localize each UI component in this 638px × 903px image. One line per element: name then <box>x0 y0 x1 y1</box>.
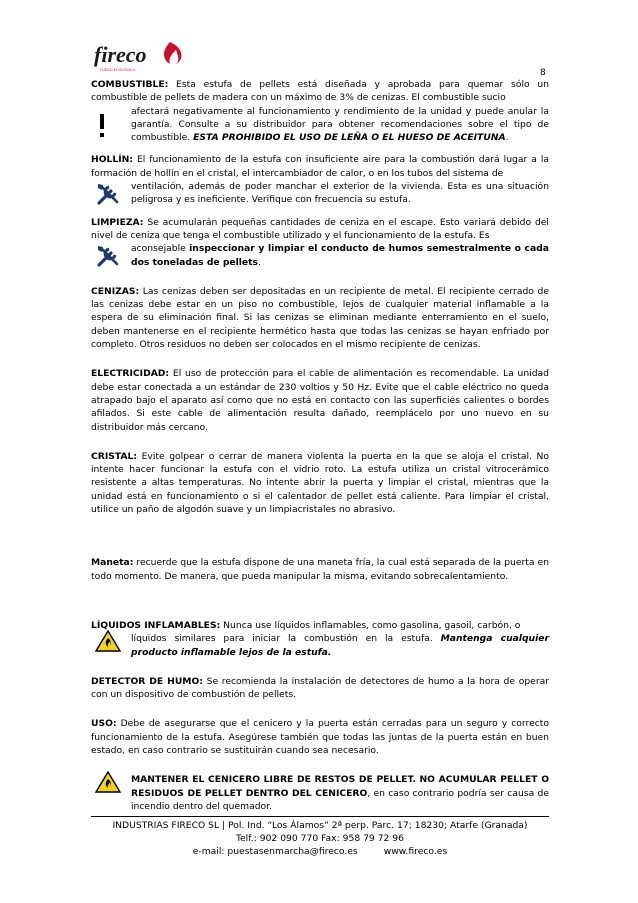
page-number: 8 <box>540 68 546 78</box>
footer-phone: Telf.: 902 090 770 Fax: 958 79 72 96 <box>235 833 405 844</box>
section-label: ELECTRICIDAD: <box>91 368 170 380</box>
warning-triangle-icon <box>95 771 121 797</box>
footer-address: INDUSTRIAS FIRECO SL | Pol. Ind. “Los Álamos” 2ª perp. Parc. 17; 18230; Atarfe (Granada) <box>112 820 528 831</box>
section-label: HOLLÍN: <box>91 154 133 166</box>
section-maneta: Maneta: recuerde que la estufa dispone de una maneta fría, la cual está separada de la puerta en todo momento. De manera, que pueda manipular la misma, evitando sobrecalentamiento. <box>91 557 549 582</box>
logo-subtitle: FUEGO ECOLÓGICO <box>100 68 136 72</box>
section-label: DETECTOR DE HUMO: <box>91 675 203 687</box>
footer-website[interactable]: www.fireco.es <box>383 846 448 857</box>
section-label: COMBUSTIBLE: <box>91 79 169 90</box>
section-uso: USO: Debe de asegurarse que el cenicero y la puerta están cerradas para un seguro y correcto funcionamiento de la estufa. Asegúrese también que todas las juntas de la puerta están en buen estado, en caso contrario se sustituirán cuando sea necesario. <box>91 718 549 756</box>
prohibition-notice: ESTA PROHIBIDO EL USO DE LEÑA O EL HUESO DE ACEITUNA <box>193 132 506 144</box>
footer-email[interactable]: e-mail: puestasenmarcha@fireco.es <box>192 846 358 857</box>
logo-wordmark: fireco <box>94 42 147 67</box>
fireco-logo <box>92 38 190 76</box>
section-label: Maneta: <box>91 557 134 569</box>
section-label: LÍQUIDOS INFLAMABLES: <box>91 619 221 631</box>
exclamation-icon <box>95 113 109 143</box>
cleaning-recommendation: inspeccionar y limpiar el conducto de humos semestralmente o cada dos toneladas de pellets <box>131 243 549 268</box>
tools-icon <box>95 182 123 210</box>
section-hollin: HOLLÍN: El funcionamiento de la estufa con insuficiente aire para la combustión dará lugar a la formación de hollín en el cristal, el intercambiador de calor, o en los tubos del sistema de ventilación, además de poder manchar el exterior de la vivienda. Esta es una situación peligrosa y es ineficiente. Verifique con frecuencia su estufa. <box>91 153 549 206</box>
section-cenicero: MANTENER EL CENICERO LIBRE DE RESTOS DE PELLET. NO ACUMULAR PELLET O RESIDUOS DE PELLET DENTRO DEL CENICERO, en caso contrario podría ser causa de incendio dentro del quemador. <box>91 773 549 813</box>
flame-icon <box>164 42 181 64</box>
section-label: CENIZAS: <box>91 285 140 297</box>
section-cenizas: CENIZAS: Las cenizas deben ser depositadas en un recipiente de metal. El recipiente cerrado de las cenizas debe estar en un piso no combustible, lejos de cualquier material inflamable a la espera de su eliminación final. Si las cenizas se eliminan mediante enterramiento en el suelo, deben mantenerse en el recipiente hermético hasta que todas las cenizas se hayan enfriado por completo. Otros residuos no deben ser colocados en el mismo recipiente de cenizas. <box>91 285 549 351</box>
section-detector: DETECTOR DE HUMO: Se recomienda la instalación de detectores de humo a la hora de operar con un dispositivo de combustión de pellets. <box>91 675 550 701</box>
document-body <box>91 78 549 822</box>
warning-triangle-icon <box>95 630 121 656</box>
section-label: CRISTAL: <box>91 450 138 462</box>
section-liquidos: LÍQUIDOS INFLAMABLES: Nunca use líquidos inflamables, como gasolina, gasoil, carbón, o líquidos similares para iniciar la combustión en la estufa. Mantenga cualquier producto inflamable lejos de la estufa. <box>91 619 549 658</box>
flammable-warning: Mantenga cualquier producto inflamable lejos de la estufa. <box>131 633 549 658</box>
section-limpieza: LIMPIEZA: Se acumularán pequeñas cantidades de ceniza en el escape. Esto variará debido del nivel de ceniza que tenga el combustible utilizado y el funcionamiento de la estufa. Es aconsejable inspeccionar y limpiar el conducto de humos semestralmente o cada dos toneladas de pellets. <box>91 216 549 269</box>
page-footer <box>91 816 549 858</box>
tools-icon <box>95 244 123 272</box>
section-label: USO: <box>91 718 117 730</box>
section-combustible: COMBUSTIBLE: Esta estufa de pellets está diseñada y aprobada para quemar sólo un combustible de pellets de madera con un máximo de 3% de cenizas. El combustible sucio afectará negativamente al funcionamiento y rendimiento de la unidad y puede anular la garantía. Consulte a su distribuidor para obtener recomendaciones sobre el tipo de combustible. ESTA PROHIBIDO EL USO DE LEÑA O EL HUESO DE ACEITUNA. <box>91 79 549 144</box>
section-label: LIMPIEZA: <box>91 216 144 228</box>
section-cristal: CRISTAL: Evite golpear o cerrar de manera violenta la puerta en la que se aloja el cristal. No intente hacer funcionar la estufa con el vidrio roto. La estufa utiliza un cristal vitrocerámico resistente a altas temperaturas. No intente abrir la puerta y limpiar el cristal, mientras que la unidad está en funcionamiento o si el calentador de pellet está caliente. Para limpiar el cristal, utilice un paño de algodón suave y un limpiacristales no abrasivo. <box>91 450 549 516</box>
section-electricidad: ELECTRICIDAD: El uso de protección para el cable de alimentación es recomendable. La unidad debe estar conectada a un estándar de 230 voltios y 50 Hz. Evite que el cable eléctrico no queda atrapado bajo el aparato así como que no está en contacto con las superficies calientes o bordes afilados. Si este cable de alimentación resulta dañado, reemplácelo por uno nuevo en su distribuidor más cercano. <box>91 368 549 433</box>
ash-tray-warning: MANTENER EL CENICERO LIBRE DE RESTOS DE PELLET. NO ACUMULAR PELLET O RESIDUOS DE PELLET DENTRO DEL CENICERO <box>131 774 549 799</box>
